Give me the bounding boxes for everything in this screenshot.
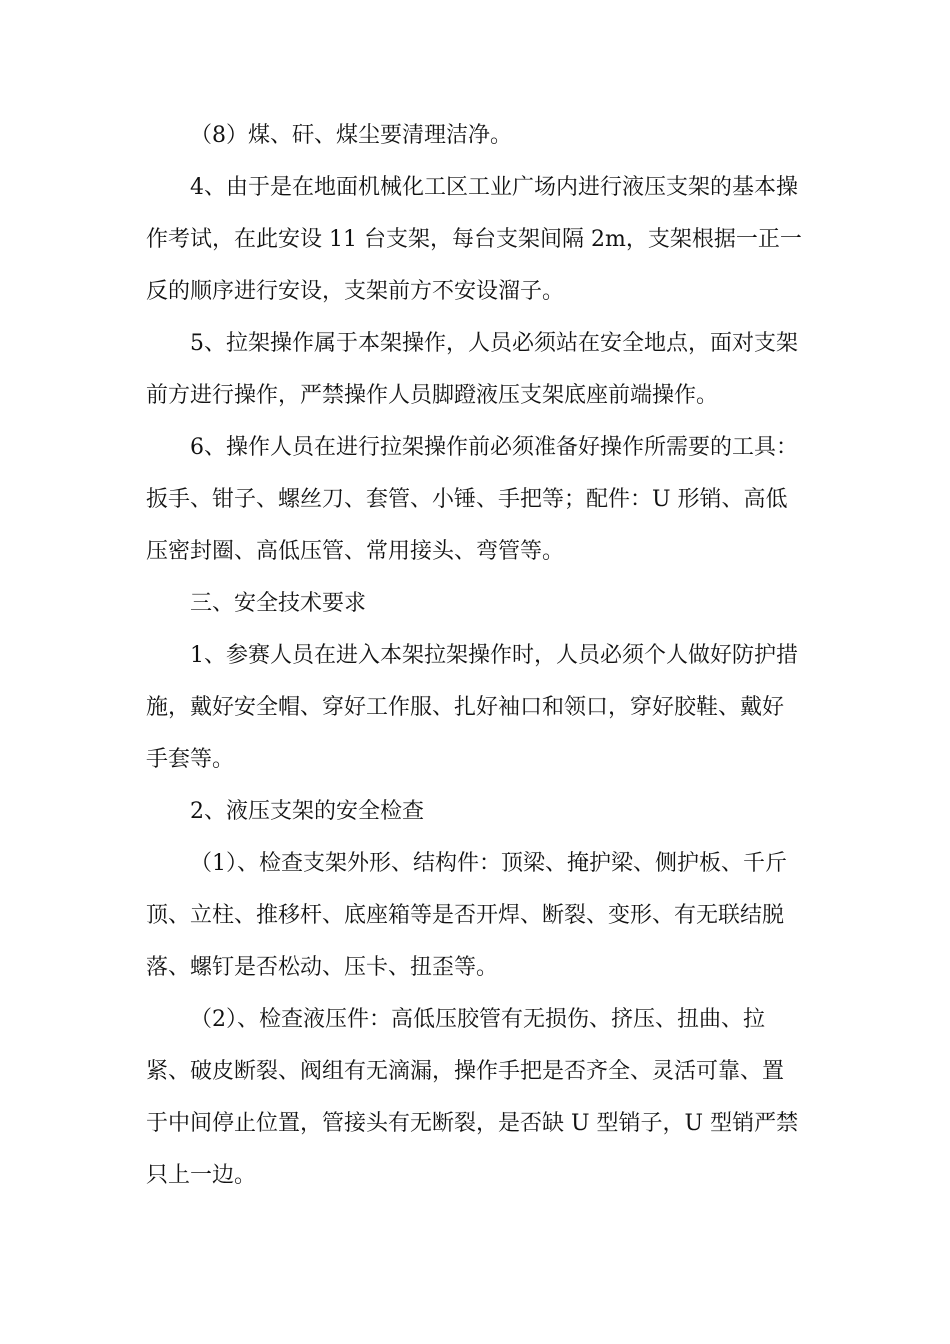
section-heading: 三、安全技术要求 xyxy=(190,591,367,616)
text-line: 紧、破皮断裂、阀组有无滴漏，操作手把是否齐全、灵活可靠、置 xyxy=(146,1059,785,1084)
text-line: （1）、检查支架外形、结构件：顶梁、掩护梁、侧护板、千斤 xyxy=(190,851,787,876)
text-line: 1、参赛人员在进入本架拉架操作时，人员必须个人做好防护措 xyxy=(190,643,798,668)
text-line: 于中间停止位置，管接头有无断裂，是否缺 U 型销子，U 型销严禁 xyxy=(146,1111,799,1136)
text-line: 作考试，在此安设 11 台支架，每台支架间隔 2m，支架根据一正一 xyxy=(146,227,802,252)
document-body xyxy=(146,110,806,1202)
text-line: 扳手、钳子、螺丝刀、套管、小锤、手把等；配件：U 形销、高低 xyxy=(146,487,788,512)
text-line: 只上一边。 xyxy=(146,1163,257,1188)
text-line: （8）煤、矸、煤尘要清理洁净。 xyxy=(190,123,512,148)
text-line: 5、拉架操作属于本架操作，人员必须站在安全地点，面对支架 xyxy=(190,331,798,356)
text-line: 施，戴好安全帽、穿好工作服、扎好袖口和领口，穿好胶鞋、戴好 xyxy=(146,695,785,720)
text-line: 压密封圈、高低压管、常用接头、弯管等。 xyxy=(146,539,565,564)
text-line: （2）、检查液压件：高低压胶管有无损伤、挤压、扭曲、拉 xyxy=(190,1007,765,1032)
text-line: 2、液压支架的安全检查 xyxy=(190,799,424,824)
text-line: 顶、立柱、推移杆、底座箱等是否开焊、断裂、变形、有无联结脱 xyxy=(146,903,785,928)
text-line: 6、操作人员在进行拉架操作前必须准备好操作所需要的工具： xyxy=(190,435,798,460)
text-line: 手套等。 xyxy=(146,747,235,772)
text-line: 4、由于是在地面机械化工区工业广场内进行液压支架的基本操 xyxy=(190,175,798,200)
text-line: 落、螺钉是否松动、压卡、扭歪等。 xyxy=(146,955,499,980)
text-line: 前方进行操作，严禁操作人员脚蹬液压支架底座前端操作。 xyxy=(146,383,719,408)
text-line: 反的顺序进行安设，支架前方不安设溜子。 xyxy=(146,279,565,304)
